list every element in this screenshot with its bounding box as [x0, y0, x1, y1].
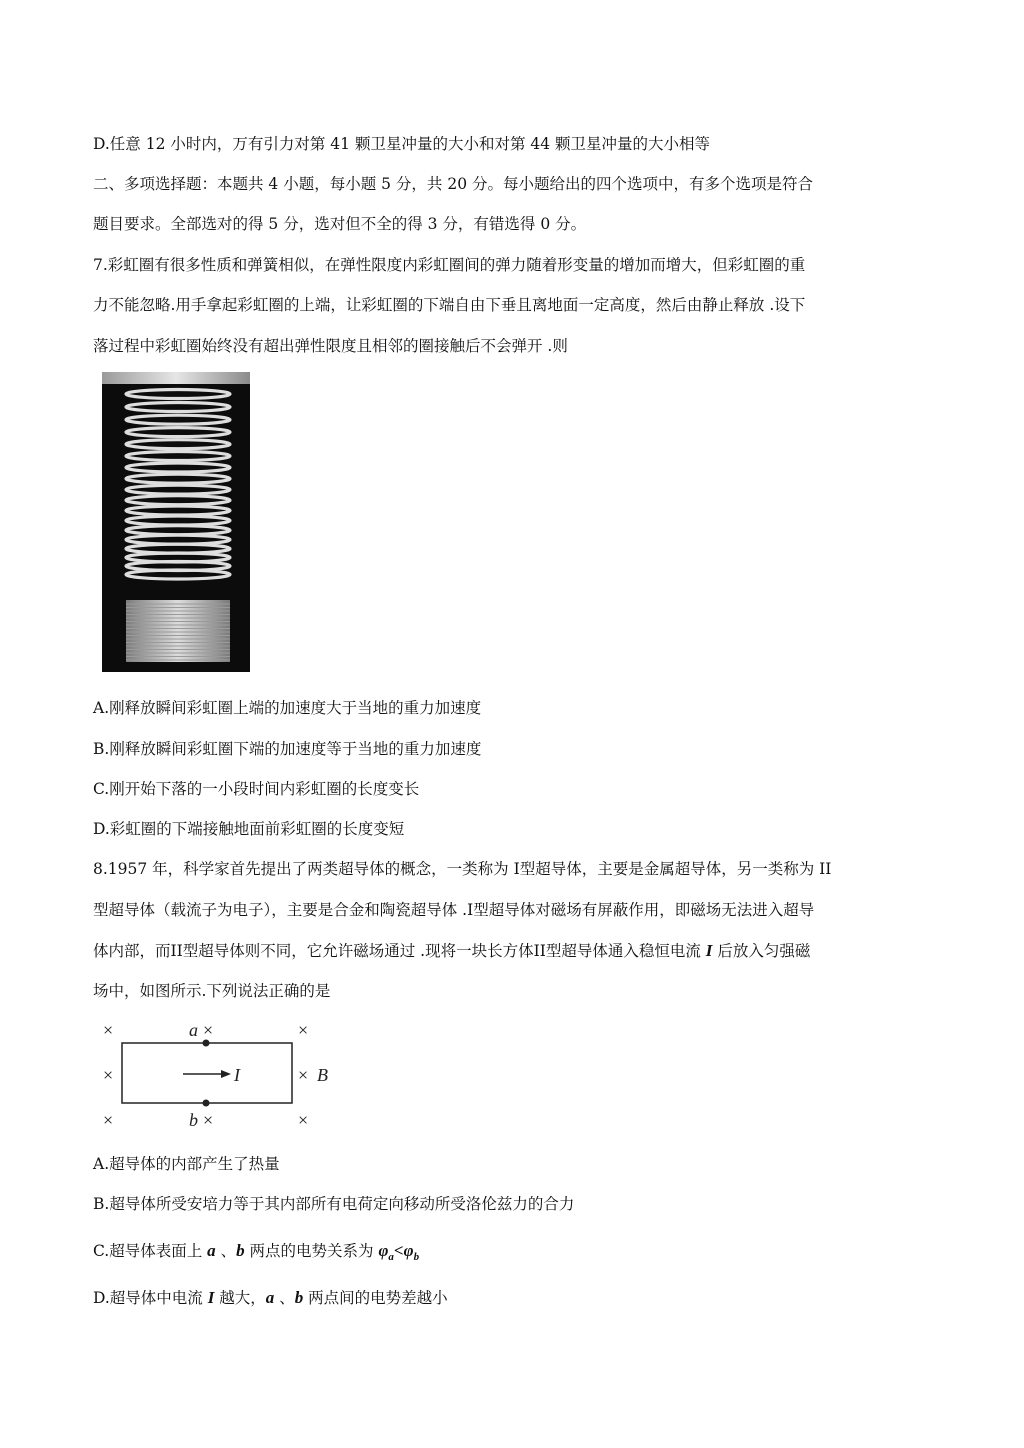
- q8-option-d: D.超导体中电流 I 越大，a 、b 两点间的电势差越小: [93, 1288, 448, 1307]
- label-I: I: [234, 1065, 240, 1085]
- current-arrow-head: [221, 1070, 231, 1078]
- slinky-coil: [126, 463, 230, 472]
- point-a: [203, 1040, 210, 1047]
- cross-mark: ×: [103, 1065, 114, 1085]
- slinky-image: [102, 372, 250, 672]
- q7-option-c: C.刚开始下落的一小段时间内彩虹圈的长度变长: [93, 780, 420, 798]
- slinky-coil: [126, 516, 230, 525]
- q7-stem-line1: 7.彩虹圈有很多性质和弹簧相似，在弹性限度内彩虹圈间的弹力随着形变量的增加而增大，但彩虹圈的重: [93, 256, 806, 274]
- q8-option-a: A.超导体的内部产生了热量: [93, 1155, 280, 1173]
- current-symbol: I: [705, 941, 713, 960]
- cross-mark: ×: [298, 1065, 309, 1085]
- q6-option-d: D.任意 12 小时内，万有引力对第 41 颗卫星冲量的大小和对第 44 颗卫星冲量的大小相等: [93, 135, 711, 153]
- label-a: a: [189, 1020, 198, 1040]
- q7-stem-line2: 力不能忽略.用手拿起彩虹圈的上端，让彩虹圈的下端自由下垂且离地面一定高度，然后由静止释放 .设下: [93, 296, 806, 314]
- point-b: [203, 1100, 210, 1107]
- slinky-coil: [126, 415, 230, 424]
- cross-mark: ×: [103, 1110, 114, 1128]
- slinky-coil: [126, 485, 230, 494]
- q7-option-a: A.刚释放瞬间彩虹圈上端的加速度大于当地的重力加速度: [93, 699, 482, 717]
- q8-stem-line4: 场中，如图所示.下列说法正确的是: [93, 982, 331, 1000]
- slinky-coil: [126, 452, 230, 461]
- slinky-coil: [126, 403, 230, 412]
- section-title: 二、多项选择题：本题共 4 小题，每小题 5 分，共 20 分。每小题给出的四个选项中，有多个选项是符合: [93, 175, 814, 193]
- conductor-block: [122, 1043, 292, 1103]
- slinky-coils: [126, 390, 230, 580]
- slinky-top-band: [102, 372, 250, 384]
- q8-option-b: B.超导体所受安培力等于其内部所有电荷定向移动所受洛伦兹力的合力: [93, 1195, 575, 1213]
- cross-mark: ×: [203, 1110, 214, 1128]
- cross-mark: ×: [203, 1020, 214, 1040]
- slinky-coil: [126, 496, 230, 505]
- q7-option-d: D.彩虹圈的下端接触地面前彩虹圈的长度变短: [93, 820, 405, 838]
- slinky-coil: [126, 506, 230, 515]
- q8-stem-line2: 型超导体（载流子为电子），主要是合金和陶瓷超导体 .I型超导体对磁场有屏蔽作用，即磁场无法进入超导: [93, 901, 815, 919]
- slinky-coil: [126, 390, 230, 399]
- label-B: B: [317, 1065, 328, 1085]
- label-b: b: [189, 1110, 198, 1128]
- q8-stem-line1: 8.1957 年，科学家首先提出了两类超导体的概念，一类称为 I型超导体，主要是金属超导体，另一类称为 II: [93, 860, 832, 878]
- slinky-coil: [126, 440, 230, 449]
- cross-mark: ×: [103, 1020, 114, 1040]
- slinky-coil: [126, 474, 230, 483]
- superconductor-diagram: [95, 1013, 345, 1128]
- cross-mark: ×: [298, 1110, 309, 1128]
- slinky-coil: [126, 570, 230, 579]
- q8-stem-line3: 体内部，而II型超导体则不同，它允许磁场通过 .现将一块长方体II型超导体通入稳恒电流 I 后放入匀强磁: [93, 941, 811, 960]
- q8-option-c: C.超导体表面上 a 、b 两点的电势关系为 $\varphi_a<\varphi_b$: [93, 1241, 420, 1264]
- cross-mark: ×: [298, 1020, 309, 1040]
- q7-option-b: B.刚释放瞬间彩虹圈下端的加速度等于当地的重力加速度: [93, 740, 482, 758]
- slinky-coil: [126, 428, 230, 437]
- slinky-coil: [126, 526, 230, 535]
- slinky-photo: [102, 372, 250, 672]
- q7-stem-line3: 落过程中彩虹圈始终没有超出弹性限度且相邻的圈接触后不会弹开 .则: [93, 337, 568, 355]
- section-title-cont: 题目要求。全部选对的得 5 分，选对但不全的得 3 分，有错选得 0 分。: [93, 215, 587, 233]
